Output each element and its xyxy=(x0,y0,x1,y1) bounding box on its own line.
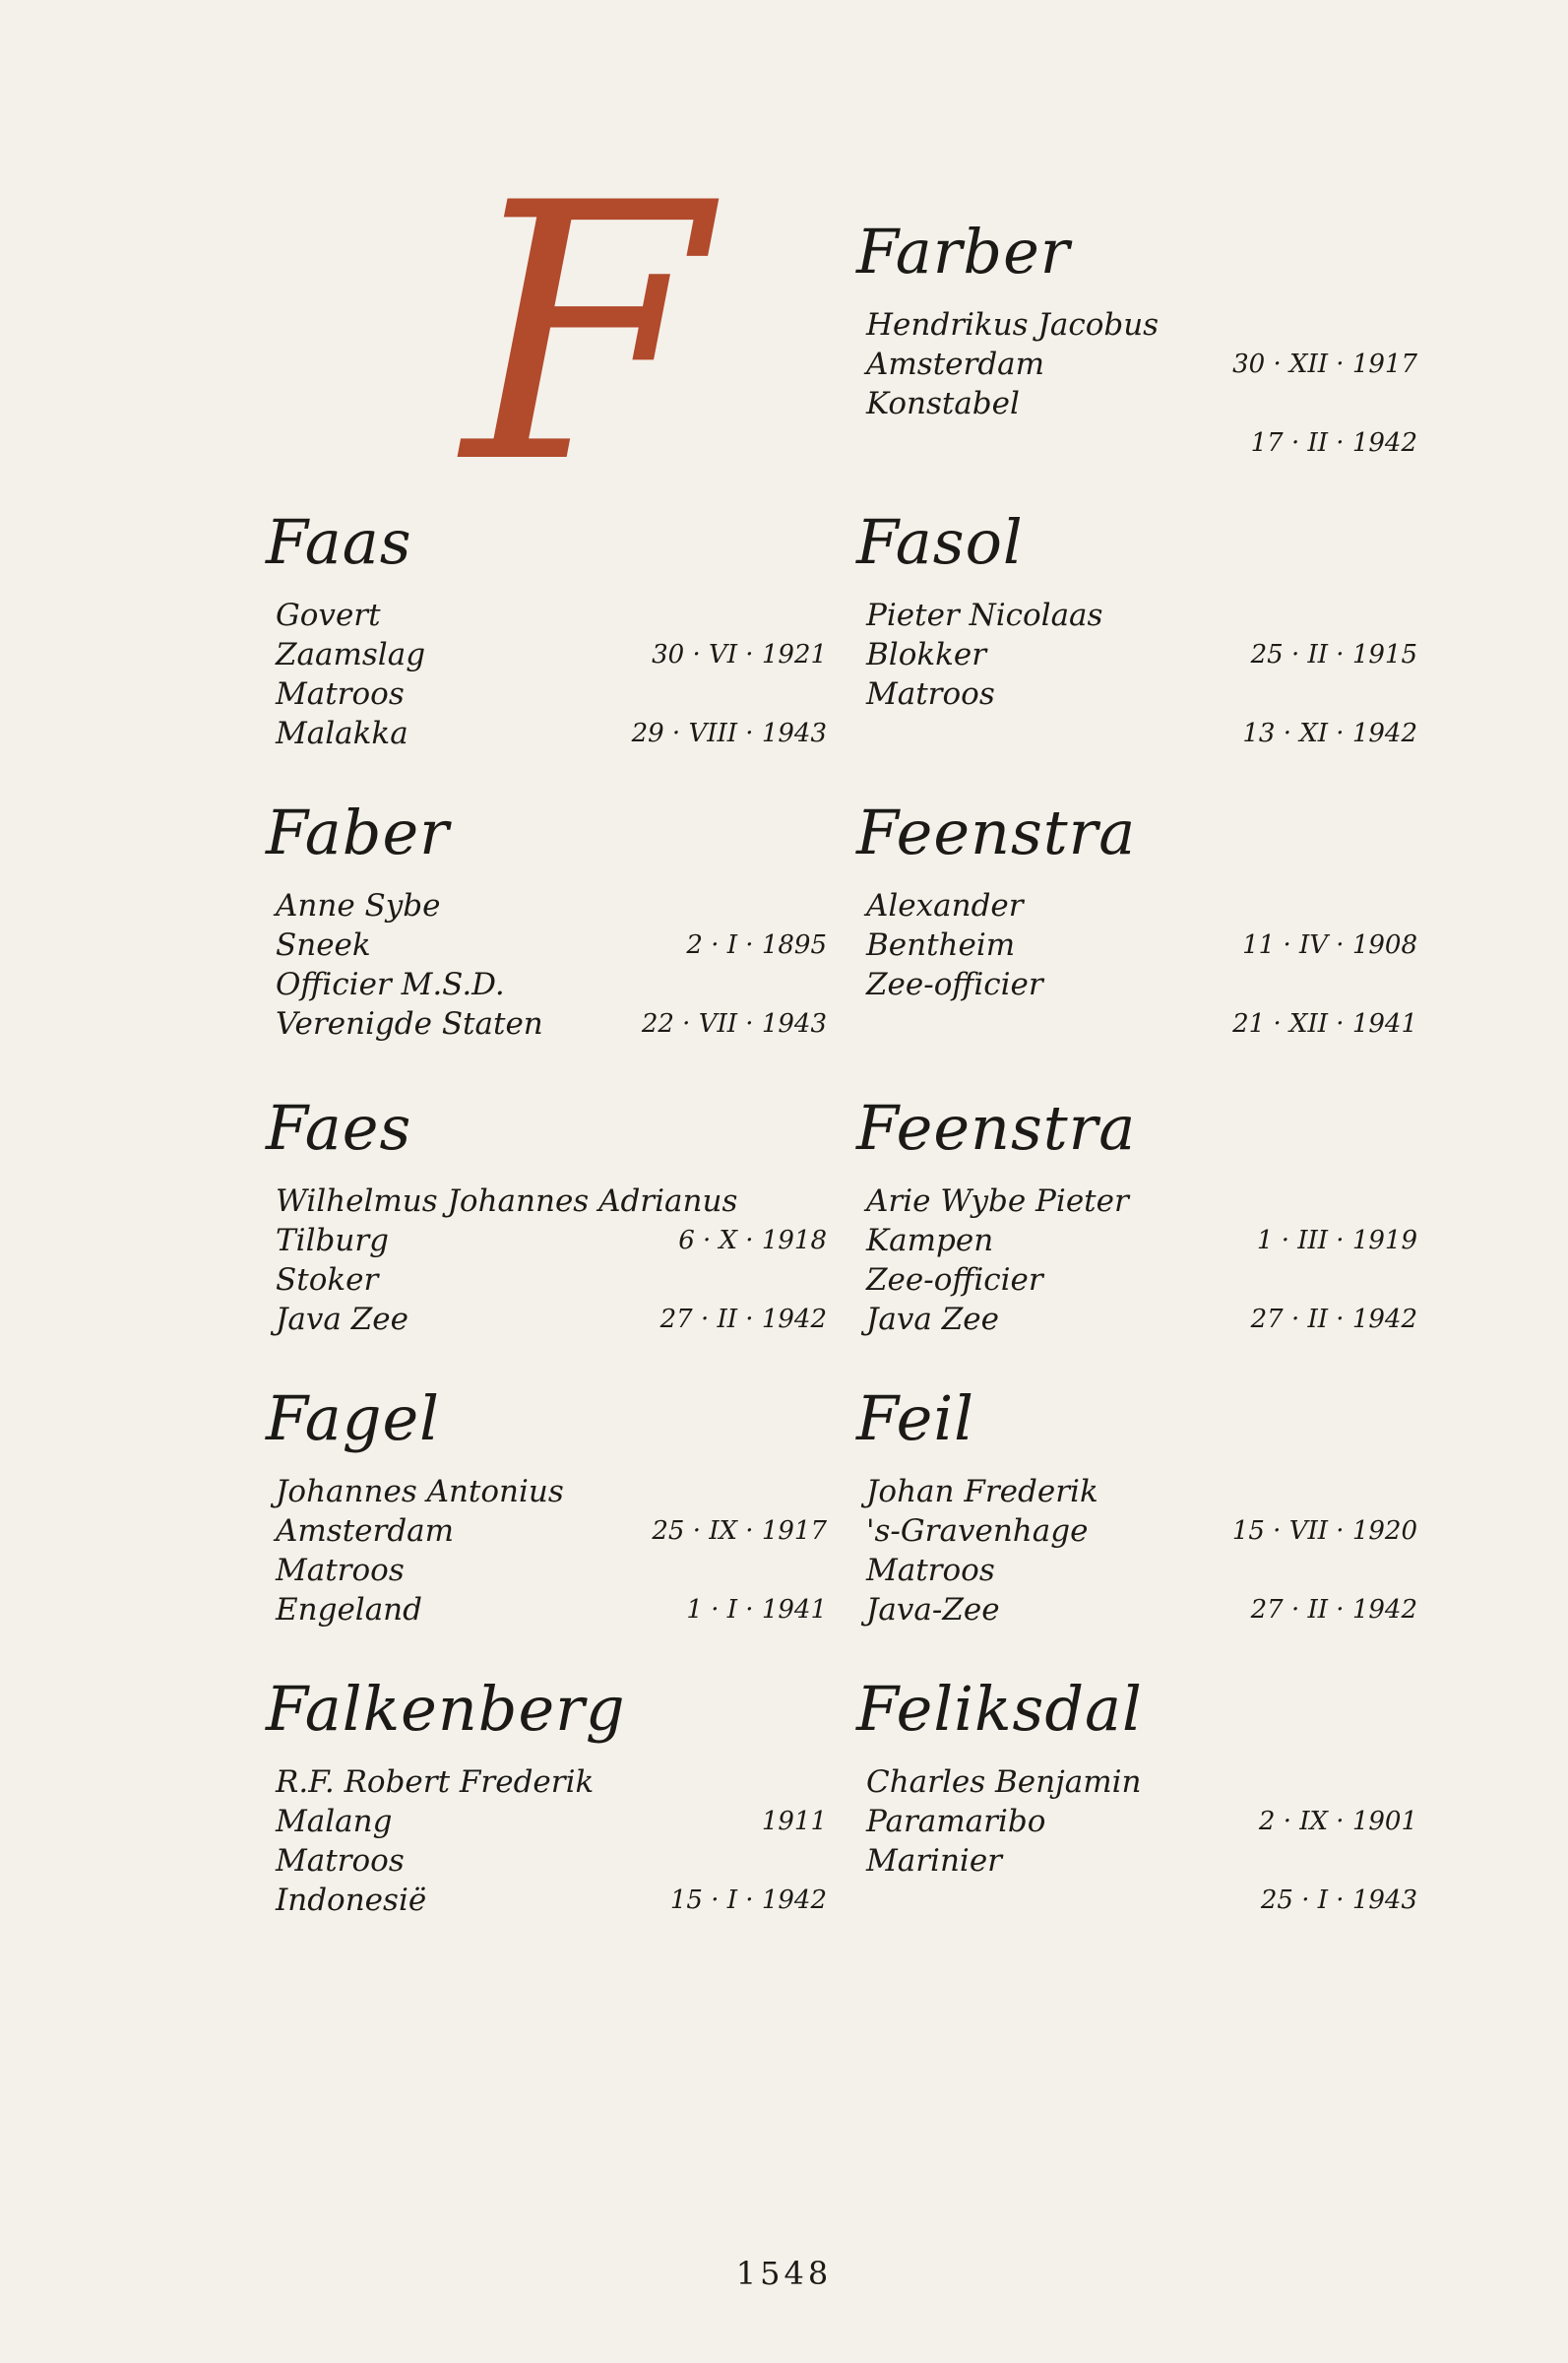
death-place: Java Zee xyxy=(866,1302,999,1337)
surname: Fasol xyxy=(856,506,1024,578)
death-place: Verenigde Staten xyxy=(276,1006,543,1042)
birthplace: Blokker xyxy=(866,637,987,672)
entry-row xyxy=(856,1551,1417,1590)
given-names: Charles Benjamin xyxy=(866,1764,1142,1800)
entry-falkenberg xyxy=(266,1674,827,1920)
death-date: 15 · I · 1942 xyxy=(669,1885,827,1915)
birthplace: Sneek xyxy=(276,927,371,963)
occupation: Zee-officier xyxy=(866,967,1043,1002)
death-date: 13 · XI · 1942 xyxy=(1242,719,1417,748)
birthplace: Malang xyxy=(276,1804,393,1839)
entry-row xyxy=(856,1182,1417,1221)
entry-row xyxy=(856,1260,1417,1300)
entry-row xyxy=(266,1841,827,1881)
birth-date: 25 · II · 1915 xyxy=(1250,640,1417,670)
occupation: Officier M.S.D. xyxy=(276,967,505,1002)
entry-row xyxy=(856,423,1417,463)
given-names: Johannes Antonius xyxy=(276,1474,564,1509)
birth-date: 30 · XII · 1917 xyxy=(1232,350,1417,379)
entry-row xyxy=(856,926,1417,965)
entry-row xyxy=(856,714,1417,753)
occupation: Stoker xyxy=(276,1262,379,1298)
death-place: Java Zee xyxy=(276,1302,408,1337)
birthplace: Kampen xyxy=(866,1223,994,1258)
given-names: Alexander xyxy=(866,888,1024,924)
entry-row xyxy=(266,674,827,714)
entry-row xyxy=(856,596,1417,635)
entry-row xyxy=(266,1004,827,1044)
entry-row xyxy=(266,1472,827,1511)
entry-row xyxy=(856,345,1417,384)
entry-row xyxy=(856,1802,1417,1841)
birthplace: Paramaribo xyxy=(866,1804,1046,1839)
entry-row xyxy=(266,1221,827,1260)
birth-date: 11 · IV · 1908 xyxy=(1242,930,1417,960)
birthplace: Amsterdam xyxy=(866,347,1045,382)
surname: Feenstra xyxy=(856,1092,1137,1164)
birthplace: Bentheim xyxy=(866,927,1016,963)
entry-row xyxy=(856,1511,1417,1551)
birth-date: 25 · IX · 1917 xyxy=(652,1516,827,1546)
birth-date: 2 · I · 1895 xyxy=(686,930,827,960)
entry-row xyxy=(266,1182,827,1221)
entry-feenstra-alexander xyxy=(856,798,1417,1044)
surname: Feil xyxy=(856,1382,974,1454)
surname: Faber xyxy=(266,797,450,868)
entry-faes xyxy=(266,1093,827,1339)
occupation: Matroos xyxy=(866,676,995,712)
occupation: Konstabel xyxy=(866,386,1020,421)
entry-row xyxy=(266,1762,827,1802)
illuminated-initial: F xyxy=(463,128,709,541)
given-names: Pieter Nicolaas xyxy=(866,598,1103,633)
given-names: R.F. Robert Frederik xyxy=(276,1764,595,1800)
entry-row xyxy=(856,1472,1417,1511)
surname: Faes xyxy=(266,1092,412,1164)
entry-fasol xyxy=(856,507,1417,753)
entry-row xyxy=(856,965,1417,1004)
occupation: Matroos xyxy=(276,676,405,712)
entry-row xyxy=(266,886,827,926)
surname: Falkenberg xyxy=(266,1673,626,1745)
death-place: Java-Zee xyxy=(866,1592,1000,1628)
death-date: 22 · VII · 1943 xyxy=(641,1009,827,1039)
birthplace: 's-Gravenhage xyxy=(866,1513,1089,1549)
birth-date: 6 · X · 1918 xyxy=(678,1226,827,1255)
entry-row xyxy=(856,1881,1417,1920)
entry-row xyxy=(266,1260,827,1300)
birth-date: 1 · III · 1919 xyxy=(1256,1226,1417,1255)
death-place: Malakka xyxy=(276,716,408,751)
entry-row xyxy=(266,714,827,753)
entry-row xyxy=(856,1590,1417,1629)
death-date: 27 · II · 1942 xyxy=(1250,1305,1417,1334)
entry-fagel xyxy=(266,1383,827,1629)
occupation: Matroos xyxy=(276,1843,405,1879)
birthplace: Tilburg xyxy=(276,1223,389,1258)
death-date: 1 · I · 1941 xyxy=(686,1595,827,1625)
entry-row xyxy=(856,1841,1417,1881)
entry-row xyxy=(266,926,827,965)
given-names: Govert xyxy=(276,598,381,633)
surname: Fagel xyxy=(266,1382,440,1454)
occupation: Marinier xyxy=(866,1843,1003,1879)
page-number: 1548 xyxy=(735,2255,833,2292)
given-names: Wilhelmus Johannes Adrianus xyxy=(276,1183,738,1219)
entry-row xyxy=(266,1802,827,1841)
birth-date: 1911 xyxy=(761,1807,827,1836)
entry-row xyxy=(266,1300,827,1339)
surname: Farber xyxy=(856,216,1071,287)
birth-date: 30 · VI · 1921 xyxy=(652,640,827,670)
given-names: Hendrikus Jacobus xyxy=(866,307,1160,343)
entry-faber xyxy=(266,798,827,1044)
entry-row xyxy=(856,384,1417,423)
occupation: Matroos xyxy=(866,1553,995,1588)
death-place: Engeland xyxy=(276,1592,422,1628)
death-date: 27 · II · 1942 xyxy=(659,1305,827,1334)
occupation: Zee-officier xyxy=(866,1262,1043,1298)
entry-row xyxy=(856,886,1417,926)
entry-row xyxy=(856,1221,1417,1260)
death-date: 21 · XII · 1941 xyxy=(1232,1009,1417,1039)
entry-row xyxy=(856,1004,1417,1044)
death-date: 27 · II · 1942 xyxy=(1250,1595,1417,1625)
entry-feil xyxy=(856,1383,1417,1629)
birthplace: Amsterdam xyxy=(276,1513,455,1549)
occupation: Matroos xyxy=(276,1553,405,1588)
given-names: Anne Sybe xyxy=(276,888,441,924)
death-date: 25 · I · 1943 xyxy=(1260,1885,1417,1915)
entry-row xyxy=(856,674,1417,714)
death-place: Indonesië xyxy=(276,1883,427,1918)
entry-row xyxy=(856,1300,1417,1339)
death-date: 29 · VIII · 1943 xyxy=(631,719,827,748)
death-date: 17 · II · 1942 xyxy=(1250,428,1417,458)
entry-row xyxy=(856,1762,1417,1802)
entry-feenstra-arie xyxy=(856,1093,1417,1339)
entry-row xyxy=(856,635,1417,674)
entry-row xyxy=(266,596,827,635)
entry-faas xyxy=(266,507,827,753)
birthplace: Zaamslag xyxy=(276,637,426,672)
entry-row xyxy=(266,1551,827,1590)
entry-row xyxy=(266,1511,827,1551)
entry-row xyxy=(856,305,1417,345)
given-names: Arie Wybe Pieter xyxy=(866,1183,1129,1219)
entry-row xyxy=(266,635,827,674)
birth-date: 15 · VII · 1920 xyxy=(1231,1516,1417,1546)
entry-feliksdal xyxy=(856,1674,1417,1920)
entry-row xyxy=(266,1590,827,1629)
entry-row xyxy=(266,965,827,1004)
entry-farber xyxy=(856,217,1417,463)
given-names: Johan Frederik xyxy=(866,1474,1098,1509)
surname: Faas xyxy=(266,506,412,578)
surname: Feenstra xyxy=(856,797,1137,868)
birth-date: 2 · IX · 1901 xyxy=(1258,1807,1417,1836)
entry-row xyxy=(266,1881,827,1920)
surname: Feliksdal xyxy=(856,1673,1143,1745)
